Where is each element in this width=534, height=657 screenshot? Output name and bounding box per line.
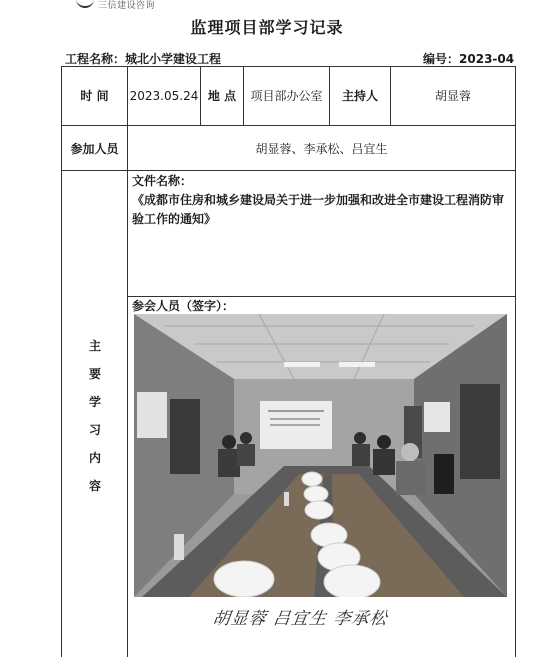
project-name bbox=[65, 50, 221, 67]
project-value: 城北小学建设工程 bbox=[125, 52, 222, 66]
company-logo bbox=[76, 0, 156, 12]
content-label-char: 习 bbox=[88, 423, 101, 437]
row-divider bbox=[61, 170, 516, 171]
file-title: 《成都市住房和城乡建设局关于进一步加强和改进全市建设工程消防审验工作的通知》 bbox=[132, 193, 505, 226]
page-title: 监理项目部学习记录 bbox=[190, 18, 344, 37]
participants-label: 参加人员 bbox=[70, 141, 119, 156]
attendee-label: 参会人员（签字）： bbox=[132, 299, 235, 313]
host-label: 主持人 bbox=[341, 89, 378, 103]
place-label: 地 点 bbox=[207, 89, 237, 103]
content-label-char: 内 bbox=[88, 451, 101, 465]
project-label: 工程名称： bbox=[65, 52, 126, 66]
meeting-place: 项目部办公室 bbox=[250, 89, 323, 103]
record-number bbox=[423, 50, 514, 67]
logo-text: 三信建设咨询 bbox=[98, 1, 156, 11]
time-label: 时 间 bbox=[80, 89, 109, 103]
meeting-room-illustration bbox=[134, 314, 507, 597]
number-value: 2023-04 bbox=[459, 52, 515, 66]
meeting-date: 2023.05.24 bbox=[129, 88, 199, 103]
number-label: 编号： bbox=[423, 52, 460, 66]
content-label-char: 主 bbox=[88, 339, 101, 353]
handwritten-signatures: 胡显蓉 吕宜生 李承松 bbox=[211, 609, 389, 629]
content-label-char: 要 bbox=[88, 367, 101, 381]
file-name-label: 文件名称： bbox=[132, 174, 193, 188]
content-label-char: 学 bbox=[88, 395, 101, 409]
content-label-char: 容 bbox=[88, 479, 101, 493]
meeting-host: 胡显蓉 bbox=[434, 89, 471, 103]
participants-value: 胡显蓉、李承松、吕宜生 bbox=[255, 141, 388, 156]
meeting-photo bbox=[134, 314, 507, 597]
logo-mark-icon bbox=[76, 0, 94, 8]
